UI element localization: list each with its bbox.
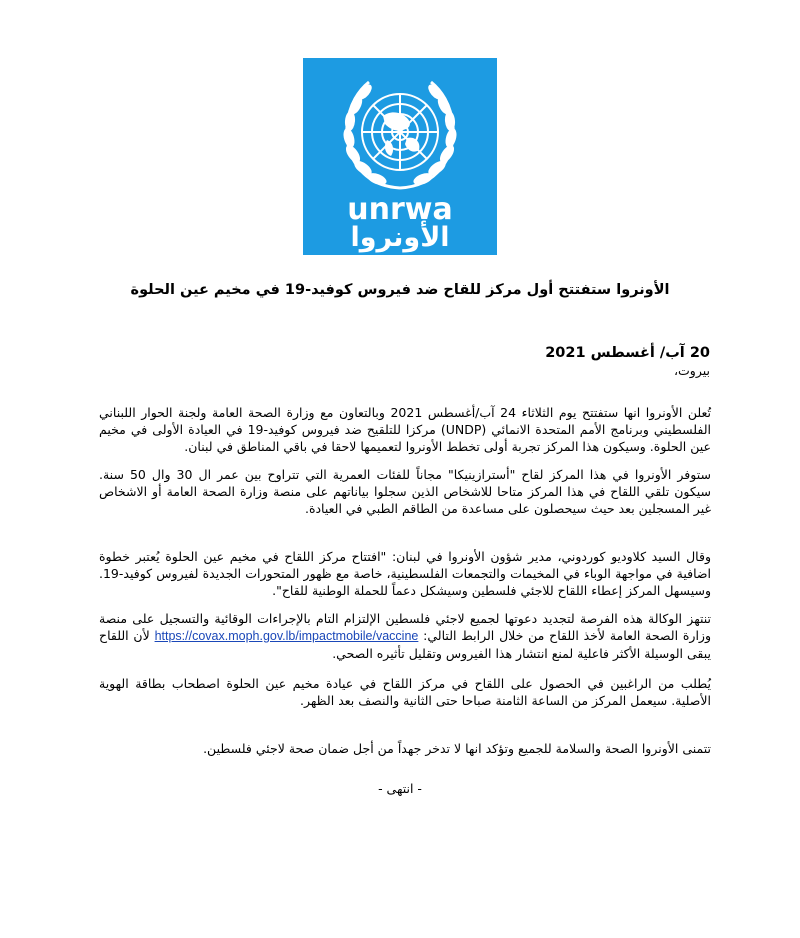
release-city: بيروت، (674, 363, 710, 378)
registration-text-end: لأن اللقاح يبقى الوسيلة الأكثر فاعلية لمنع انتشار هذا الفيروس وتقليل تأثيره الصحي. (99, 628, 711, 661)
unrwa-logo (303, 58, 497, 255)
dateline (150, 344, 710, 380)
paragraph-vaccine-details: ستوفر الأونروا في هذا المركز لقاح "أسترازينيكا" مجاناً للفئات العمرية التي تتراوح بين عمر ال 30 وال 50 سنة. سيكون تلقي اللقاح في هذا المركز متاحا للاشخاص الذين سجلوا بياناتهم على منصة وزارة الصحة العامة أو الاشخاص غير المسجلين بعد حيث سيحصلون على مساعدة من الطاقم الطبي في العيادة. (99, 467, 711, 516)
page-title: الأونروا ستفتتح أول مركز للقاح ضد فيروس كوفيد-19 في مخيم عين الحلوة (130, 282, 670, 298)
paragraph-director-quote: وقال السيد كلاوديو كوردوني، مدير شؤون الأونروا في لبنان: "افتتاح مركز اللقاح في مخيم عين الحلوة يُعتبر خطوة اضافية في مواجهة الوباء في المخيمات والتجمعات الفلسطينية، خاصة مع ظهور المتحورات الجديدة لفيروس كوفيد-19. وسيسهل المركز إعطاء اللقاح للاجئي فلسطين وسيشكل دعماً للحملة الوطنية للقاح". (99, 549, 711, 598)
registration-text: تنتهز الوكالة هذه الفرصة لتجديد دعوتها لجميع لاجئي فلسطين الإلتزام التام بالإجراءات الوقائية والتسجيل على منصة وزارة الصحة العامة لأخذ اللقاح من خلال الرابط التالي: (99, 611, 711, 643)
svg-text:الأونروا: الأونروا (350, 222, 450, 253)
paragraph-opening-hours: يُطلب من الراغبين في الحصول على اللقاح في مركز اللقاح في عيادة مخيم عين الحلوة اصطحاب بطاقة الهوية الأصلية. سيعمل المركز من الساعة الثامنة صباحا حتى الثانية والنصف بعد الظهر. (99, 676, 711, 708)
release-date: 20 آب/ أغسطس 2021 (545, 345, 710, 361)
un-emblem-icon (303, 58, 497, 255)
covax-registration-link[interactable]: https://covax.moph.gov.lb/impactmobile/vaccine (154, 629, 419, 643)
paragraph-closing: تتمنى الأونروا الصحة والسلامة للجميع وتؤكد انها لا تدخر جهداً من أجل ضمان صحة لاجئي فلسطين. (203, 741, 711, 756)
svg-text:unrwa: unrwa (347, 192, 453, 227)
end-mark: - انتهى - (378, 781, 422, 796)
paragraph-registration (99, 610, 711, 662)
paragraph-announcement: تُعلن الأونروا انها ستفتتح يوم الثلاثاء 24 آب/أغسطس 2021 وبالتعاون مع وزارة الصحة العامة ولجنة الحوار اللبناني الفلسطيني وبرنامج الأمم المتحدة الانمائي (UNDP) مركزا للتلقيح ضد فيروس كوفيد-19 في العيادة الأولى في مخيم عين الحلوة. وسيكون هذا المركز تجربة أولى تخطط الأونروا لتعميمها لاحقا في باقي المناطق في لبنان. (99, 405, 712, 454)
